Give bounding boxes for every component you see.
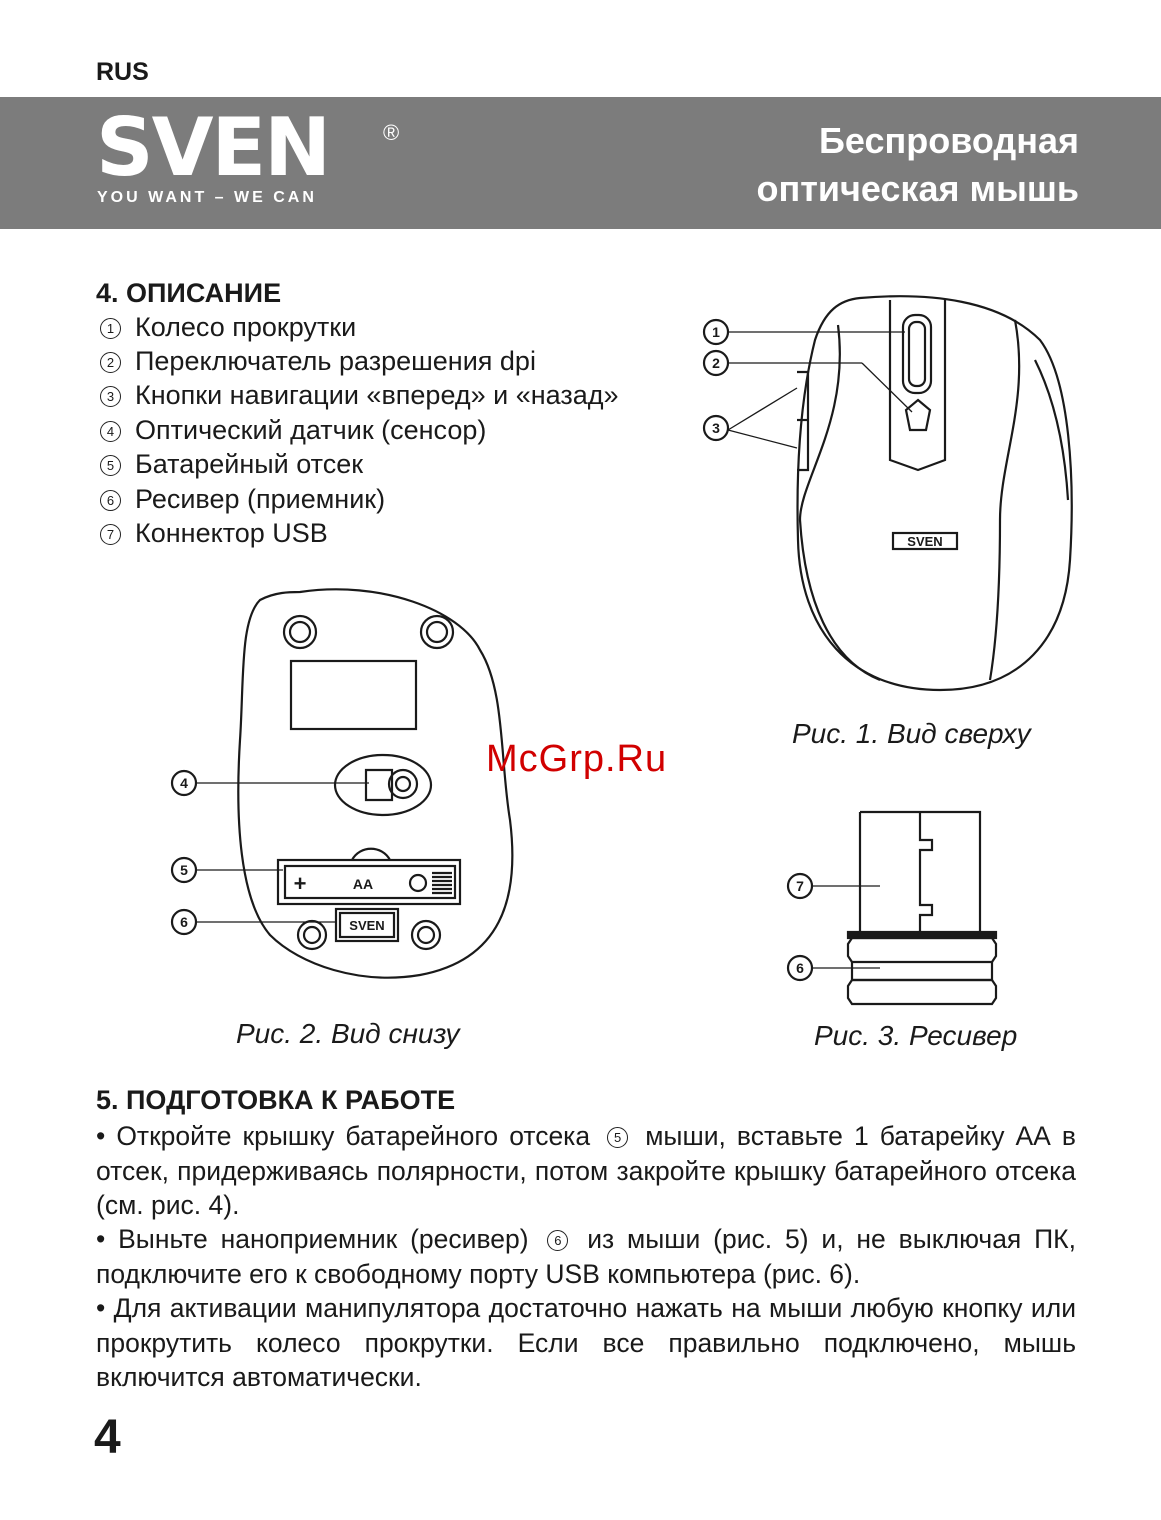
- number-badge: 5: [607, 1127, 628, 1148]
- paragraph-1: [96, 1119, 1076, 1223]
- page-number: 4: [94, 1411, 121, 1464]
- number-badge: 1: [100, 318, 121, 339]
- paragraph-2-start: • Выньте наноприемник (ресивер): [96, 1224, 529, 1254]
- callout-7: 7: [796, 878, 804, 894]
- battery-plus: +: [293, 871, 307, 896]
- title-line-2: оптическая мышь: [756, 168, 1079, 209]
- fig3-caption: Рис. 3. Ресивер: [814, 1020, 1018, 1051]
- paragraph-1-start: • Откройте крышку батарейного отсека: [96, 1121, 591, 1151]
- title-line-1: Беспроводная: [819, 120, 1079, 161]
- mouse-top-logo: SVEN: [907, 534, 943, 549]
- callout-6: 6: [180, 914, 188, 930]
- list-item-text: Батарейный отсек: [135, 449, 364, 479]
- paragraph-2: [96, 1222, 1076, 1291]
- list-item-text: Переключатель разрешения dpi: [135, 346, 536, 376]
- callout-6-receiver: 6: [796, 960, 804, 976]
- receiver-drawing: [848, 812, 996, 1004]
- list-item-text: Колесо прокрутки: [135, 312, 357, 342]
- paragraph-1-end: мыши, вставьте 1 батарейку АА в отсек, придерживаясь полярности, потом закройте крышку батарейного отсека (см. рис. 4).: [96, 1121, 1076, 1220]
- callout-5: 5: [180, 862, 188, 878]
- callout-1: 1: [712, 324, 720, 340]
- number-badge: 6: [547, 1230, 568, 1251]
- section-5-heading: 5. ПОДГОТОВКА К РАБОТЕ: [96, 1085, 456, 1115]
- list-item-text: Коннектор USB: [135, 518, 328, 548]
- list-item-text: Оптический датчик (сенсор): [135, 415, 487, 445]
- fig2-caption: Рис. 2. Вид снизу: [236, 1018, 460, 1049]
- list-item-text: Кнопки навигации «вперед» и «назад»: [135, 380, 619, 410]
- fig1-caption: Рис. 1. Вид сверху: [792, 718, 1031, 749]
- number-badge: 7: [100, 524, 121, 545]
- number-badge: 4: [100, 421, 121, 442]
- number-badge: 6: [100, 490, 121, 511]
- paragraph-2-end: из мыши (рис. 5) и, не выключая ПК, подключите его к свободному порту USB компьютера (рис. 6).: [96, 1224, 1076, 1289]
- callout-2: 2: [712, 355, 720, 371]
- mouse-top-view: [797, 296, 1072, 690]
- sven-logo: SVEN: [96, 101, 330, 194]
- callout-3: 3: [712, 420, 720, 436]
- list-item-text: Ресивер (приемник): [135, 484, 386, 514]
- language-label: RUS: [96, 58, 149, 86]
- section-4-heading: 4. ОПИСАНИЕ: [96, 278, 282, 308]
- paragraph-3: • Для активации манипулятора достаточно нажать на мыши любую кнопку или прокрутить колесо прокрутки. Если все правильно подключено, мышь включится автоматически.: [96, 1293, 1076, 1392]
- watermark: McGrp.Ru: [486, 738, 668, 780]
- battery-label: AA: [352, 876, 374, 892]
- callout-4: 4: [180, 775, 188, 791]
- logo-slogan: YOU WANT – WE CAN: [97, 189, 317, 206]
- number-badge: 2: [100, 352, 121, 373]
- number-badge: 3: [100, 386, 121, 407]
- registered-mark: ®: [383, 120, 400, 145]
- number-badge: 5: [100, 455, 121, 476]
- mouse-bottom-logo: SVEN: [349, 918, 385, 933]
